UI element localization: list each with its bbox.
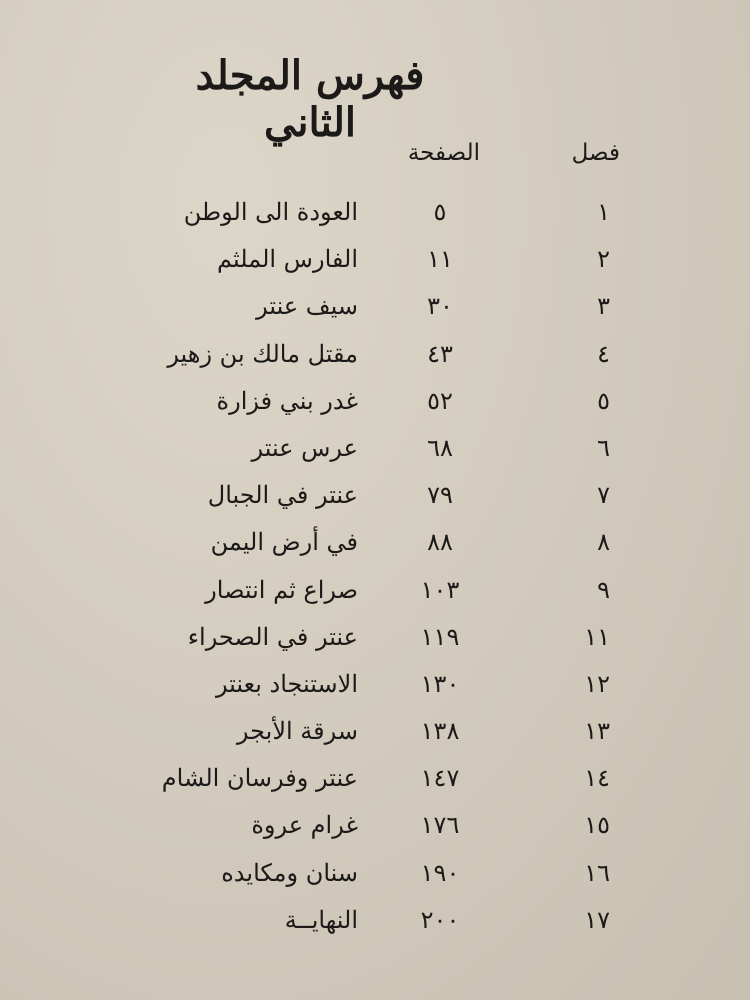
chapter-number: ١٦: [584, 858, 610, 887]
toc-row: [0, 190, 750, 237]
chapter-number: ١٧: [584, 905, 610, 934]
chapter-title: سنان ومكايده: [221, 858, 358, 887]
toc-row: [0, 379, 750, 426]
chapter-title: عرس عنتر: [251, 433, 358, 462]
toc-row: [0, 803, 750, 850]
page-number: ١٠٣: [420, 575, 460, 604]
toc-row: [0, 237, 750, 284]
chapter-title: عنتر وفرسان الشام: [161, 764, 358, 793]
page-number: ١٧٦: [420, 811, 460, 840]
page-number: ٣٠: [427, 292, 453, 321]
chapter-title: العودة الى الوطن: [183, 198, 358, 226]
chapter-number: ٤: [597, 339, 610, 368]
chapter-number: ٩: [597, 575, 610, 604]
page-number: ٦٨: [427, 433, 453, 462]
chapter-number: ١٤: [584, 764, 610, 793]
chapter-number: ١٣: [584, 717, 610, 746]
toc-row: [0, 473, 750, 520]
chapter-title: الاستنجاد بعنتر: [215, 669, 358, 698]
page-number: ١٣٠: [420, 669, 460, 698]
chapter-column-header: فصل: [571, 140, 620, 166]
chapter-number: ٨: [597, 528, 610, 557]
page-number: ٧٩: [427, 481, 453, 510]
chapter-title: سيف عنتر: [256, 292, 358, 321]
page-number: ٥٢: [427, 386, 453, 415]
page-number: ٤٣: [427, 339, 453, 368]
chapter-title: سرقة الأبجر: [236, 717, 358, 746]
page-number: ١٩٠: [420, 858, 460, 887]
chapter-title: صراع ثم انتصار: [205, 575, 358, 604]
chapter-number: ١٥: [584, 811, 610, 840]
chapter-number: ١: [597, 198, 610, 226]
page-number: ٨٨: [427, 528, 453, 557]
chapter-number: ١٢: [584, 669, 610, 698]
page-number: ١١: [427, 245, 453, 274]
toc-row: [0, 284, 750, 331]
chapter-number: ٦: [597, 433, 610, 462]
page-number: ١٤٧: [420, 764, 460, 793]
chapter-title: النهايــة: [284, 905, 358, 934]
chapter-title: غرام عروة: [251, 811, 358, 840]
toc-row: [0, 709, 750, 756]
chapter-number: ١١: [584, 622, 610, 651]
toc-row: [0, 426, 750, 473]
toc-row: [0, 520, 750, 567]
chapter-title: عنتر في الصحراء: [187, 622, 358, 651]
page-number: ٢٠٠: [420, 905, 460, 934]
chapter-title: في أرض اليمن: [210, 528, 358, 557]
chapter-number: ٧: [597, 481, 610, 510]
chapter-title: مقتل مالك بن زهير: [167, 339, 358, 368]
chapter-title: غدر بني فزارة: [216, 386, 358, 415]
chapter-number: ٣: [597, 292, 610, 321]
chapter-title: الفارس الملثم: [217, 245, 358, 274]
toc-list: [0, 190, 750, 945]
toc-row: [0, 851, 750, 898]
page-number: ١١٩: [420, 622, 460, 651]
toc-row: [0, 662, 750, 709]
toc-row: [0, 898, 750, 945]
chapter-number: ٢: [597, 245, 610, 274]
page-column-header: الصفحة: [407, 140, 480, 166]
toc-row: [0, 756, 750, 803]
toc-row: [0, 615, 750, 662]
chapter-number: ٥: [597, 386, 610, 415]
toc-row: [0, 568, 750, 615]
chapter-title: عنتر في الجبال: [207, 481, 358, 510]
page-title: فهرس المجلد الثاني: [195, 52, 425, 146]
page-number: ٥: [433, 198, 447, 226]
toc-row: [0, 332, 750, 379]
page-number: ١٣٨: [420, 717, 460, 746]
